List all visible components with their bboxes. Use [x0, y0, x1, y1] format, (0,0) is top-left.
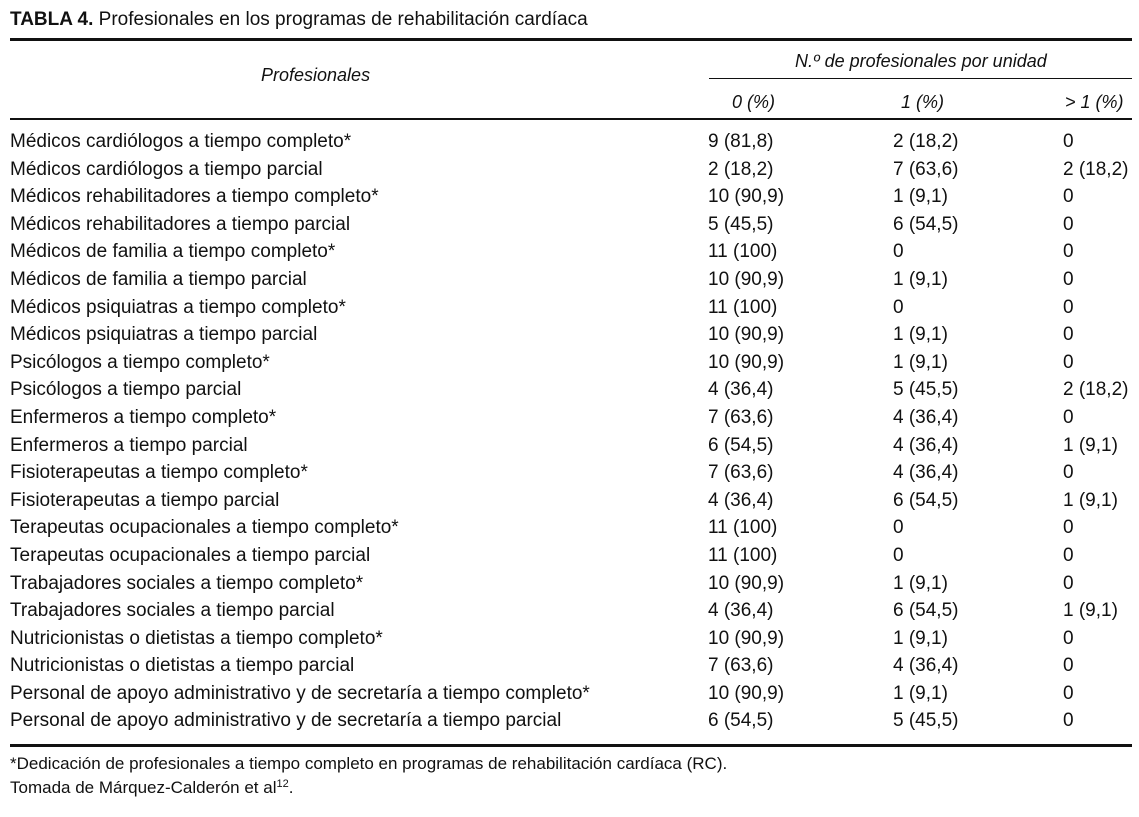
table-row: [0, 156, 1139, 184]
cell-count-1: 1 (9,1): [893, 572, 948, 594]
table-body: [0, 128, 1139, 735]
cell-count-1: 0: [893, 296, 904, 318]
cell-count-more: 0: [1063, 241, 1074, 263]
cell-count-1: 4 (36,4): [893, 462, 959, 484]
cell-count-0: 10 (90,9): [708, 268, 785, 290]
cell-count-more: 0: [1063, 296, 1074, 318]
cell-count-more: 1 (9,1): [1063, 600, 1118, 622]
cell-count-more: 0: [1063, 186, 1074, 208]
table-row: [0, 432, 1139, 460]
cell-count-1: 1 (9,1): [893, 351, 948, 373]
cell-count-1: 4 (36,4): [893, 406, 959, 428]
cell-count-0: 6 (54,5): [708, 434, 774, 456]
footnote-marker: *: [338, 296, 346, 318]
row-professional: [10, 266, 307, 294]
cell-count-0: 4 (36,4): [708, 489, 774, 511]
row-professional: [10, 128, 351, 156]
table-row: [0, 514, 1139, 542]
cell-count-0: 6 (54,5): [708, 710, 774, 732]
row-professional: [10, 707, 561, 735]
cell-count-more: 0: [1063, 268, 1074, 290]
cell-count-1: 0: [893, 241, 904, 263]
cell-count-1: 5 (45,5): [893, 710, 959, 732]
cell-count-more: 0: [1063, 462, 1074, 484]
row-professional-text: Médicos cardiólogos a tiempo parcial: [10, 158, 323, 180]
table-row: [0, 183, 1139, 211]
header-profesionales: Profesionales: [261, 65, 371, 85]
cell-count-0: 4 (36,4): [708, 379, 774, 401]
cell-count-1: 4 (36,4): [893, 434, 959, 456]
row-professional-text: Médicos psiquiatras a tiempo completo: [10, 296, 339, 318]
row-professional-text: Enfermeros a tiempo completo: [10, 406, 269, 428]
footnote-marker: *: [343, 131, 352, 152]
row-professional-text: Trabajadores sociales a tiempo parcial: [10, 600, 335, 622]
row-professional: [10, 238, 335, 266]
footnote-marker: *: [355, 572, 364, 594]
row-professional: [10, 597, 335, 625]
table-row: [0, 459, 1139, 487]
row-professional: [10, 459, 308, 487]
table-row: [0, 294, 1139, 322]
row-professional: [10, 542, 370, 570]
row-professional: [10, 514, 399, 542]
table-row: [0, 680, 1139, 708]
cell-count-0: 11 (100): [708, 296, 778, 318]
cell-count-0: 11 (100): [708, 517, 778, 539]
cell-count-more: 0: [1063, 213, 1074, 235]
footnote-source-text: Tomada de Márquez-Calderón et al: [10, 778, 277, 797]
cell-count-more: 2 (18,2): [1063, 379, 1129, 401]
row-professional-text: Terapeutas ocupacionales a tiempo completo: [10, 517, 392, 539]
cell-count-0: 5 (45,5): [708, 213, 774, 235]
table-row: [0, 238, 1139, 266]
row-professional-text: Médicos cardiólogos a tiempo completo: [10, 131, 344, 152]
row-professional: [10, 156, 323, 184]
cell-count-more: 0: [1063, 627, 1074, 649]
table-row: [0, 266, 1139, 294]
row-professional: [10, 625, 383, 653]
cell-count-more: 2 (18,2): [1063, 158, 1129, 180]
top-rule: [10, 38, 1132, 41]
cell-count-0: 2 (18,2): [708, 158, 774, 180]
row-professional-text: Fisioterapeutas a tiempo completo: [10, 462, 301, 484]
group-rule: [709, 78, 1132, 79]
cell-count-more: 0: [1063, 710, 1074, 732]
cell-count-0: 7 (63,6): [708, 462, 774, 484]
cell-count-0: 10 (90,9): [708, 627, 785, 649]
cell-count-1: 5 (45,5): [893, 379, 959, 401]
row-professional: [10, 570, 363, 598]
footnote-marker: *: [582, 682, 590, 704]
row-professional: [10, 294, 346, 322]
row-professional-text: Médicos de familia a tiempo parcial: [10, 268, 307, 290]
cell-count-1: 0: [893, 517, 904, 539]
cell-count-1: 2 (18,2): [893, 131, 959, 152]
table-number: TABLA 4.: [10, 9, 94, 30]
footnote-marker: *: [371, 186, 379, 208]
table-row: [0, 404, 1139, 432]
cell-count-1: 4 (36,4): [893, 655, 959, 677]
cell-count-1: 1 (9,1): [893, 682, 948, 704]
cell-count-more: 0: [1063, 682, 1074, 704]
header-rule: [10, 118, 1132, 120]
row-professional-text: Médicos rehabilitadores a tiempo completo: [10, 186, 372, 208]
row-professional: [10, 321, 317, 349]
table-row: [0, 211, 1139, 239]
row-professional: [10, 211, 350, 239]
table-row: [0, 570, 1139, 598]
header-group: N.º de profesionales por unidad: [795, 51, 1047, 71]
row-professional-text: Médicos de familia a tiempo completo: [10, 241, 328, 263]
row-professional-text: Fisioterapeutas a tiempo parcial: [10, 489, 280, 511]
table-title: [10, 8, 588, 32]
table-row: [0, 652, 1139, 680]
row-professional-text: Nutricionistas o dietistas a tiempo completo: [10, 627, 376, 649]
cell-count-more: 1 (9,1): [1063, 434, 1118, 456]
row-professional-text: Trabajadores sociales a tiempo completo: [10, 572, 356, 594]
cell-count-more: 0: [1063, 544, 1074, 566]
cell-count-1: 6 (54,5): [893, 489, 959, 511]
cell-count-0: 11 (100): [708, 544, 778, 566]
row-professional: [10, 652, 354, 680]
footnote-reference: 12: [276, 778, 289, 790]
footnote-marker: *: [262, 351, 270, 373]
table-row: [0, 707, 1139, 735]
cell-count-0: 10 (90,9): [708, 351, 785, 373]
row-professional-text: Médicos rehabilitadores a tiempo parcial: [10, 213, 351, 235]
cell-count-more: 0: [1063, 655, 1074, 677]
cell-count-1: 1 (9,1): [893, 324, 948, 346]
footnote-marker: *: [300, 462, 308, 484]
footnote-marker: *: [327, 241, 336, 263]
cell-count-more: 0: [1063, 572, 1074, 594]
header-col-more: > 1 (%): [1065, 92, 1124, 112]
row-professional: [10, 183, 379, 211]
footnote-marker: *: [268, 406, 277, 428]
cell-count-0: 7 (63,6): [708, 655, 774, 677]
row-professional: [10, 404, 276, 432]
header-col-0: 0 (%): [732, 92, 776, 112]
footnote-marker: *: [375, 627, 383, 649]
cell-count-more: 0: [1063, 131, 1074, 152]
cell-count-0: 10 (90,9): [708, 324, 785, 346]
footnote-asterisk: *Dedicación de profesionales a tiempo completo en programas de rehabilitación cardíaca (RC).: [10, 754, 728, 773]
cell-count-0: 10 (90,9): [708, 682, 785, 704]
cell-count-1: 6 (54,5): [893, 213, 959, 235]
cell-count-0: 11 (100): [708, 241, 778, 263]
cell-count-more: 0: [1063, 351, 1074, 373]
bottom-rule: [10, 744, 1132, 747]
table-caption: Profesionales en los programas de rehabilitación cardíaca: [98, 9, 588, 30]
row-professional: [10, 349, 270, 377]
table-row: [0, 597, 1139, 625]
table-row: [0, 625, 1139, 653]
row-professional-text: Médicos psiquiatras a tiempo parcial: [10, 324, 318, 346]
row-professional: [10, 376, 241, 404]
table-row: [0, 487, 1139, 515]
footnote-period: .: [288, 778, 294, 797]
table-row: [0, 542, 1139, 570]
cell-count-more: 0: [1063, 324, 1074, 346]
cell-count-0: 10 (90,9): [708, 186, 785, 208]
cell-count-more: 0: [1063, 406, 1074, 428]
cell-count-1: 0: [893, 544, 904, 566]
cell-count-1: 1 (9,1): [893, 627, 948, 649]
row-professional-text: Terapeutas ocupacionales a tiempo parcial: [10, 544, 371, 566]
table-row: [0, 349, 1139, 377]
footnote-source: [10, 774, 293, 798]
cell-count-0: 7 (63,6): [708, 406, 774, 428]
row-professional-text: Enfermeros a tiempo parcial: [10, 434, 248, 456]
cell-count-0: 10 (90,9): [708, 572, 785, 594]
cell-count-1: 6 (54,5): [893, 600, 959, 622]
table-row: [0, 376, 1139, 404]
row-professional-text: Nutricionistas o dietistas a tiempo parcial: [10, 655, 355, 677]
row-professional-text: Personal de apoyo administrativo y de secretaría a tiempo parcial: [10, 710, 562, 732]
row-professional-text: Psicólogos a tiempo completo: [10, 351, 263, 373]
footnote-marker: *: [391, 517, 399, 539]
header-col-1: 1 (%): [901, 92, 945, 112]
cell-count-0: 4 (36,4): [708, 600, 774, 622]
table-row: [0, 321, 1139, 349]
row-professional-text: Psicólogos a tiempo parcial: [10, 379, 242, 401]
row-professional: [10, 487, 279, 515]
cell-count-1: 1 (9,1): [893, 268, 948, 290]
cell-count-1: 7 (63,6): [893, 158, 959, 180]
cell-count-1: 1 (9,1): [893, 186, 948, 208]
row-professional: [10, 680, 590, 708]
row-professional-text: Personal de apoyo administrativo y de secretaría a tiempo completo: [10, 682, 583, 704]
table-row: [0, 128, 1139, 156]
cell-count-more: 1 (9,1): [1063, 489, 1118, 511]
row-professional: [10, 432, 248, 460]
cell-count-more: 0: [1063, 517, 1074, 539]
cell-count-0: 9 (81,8): [708, 131, 774, 152]
